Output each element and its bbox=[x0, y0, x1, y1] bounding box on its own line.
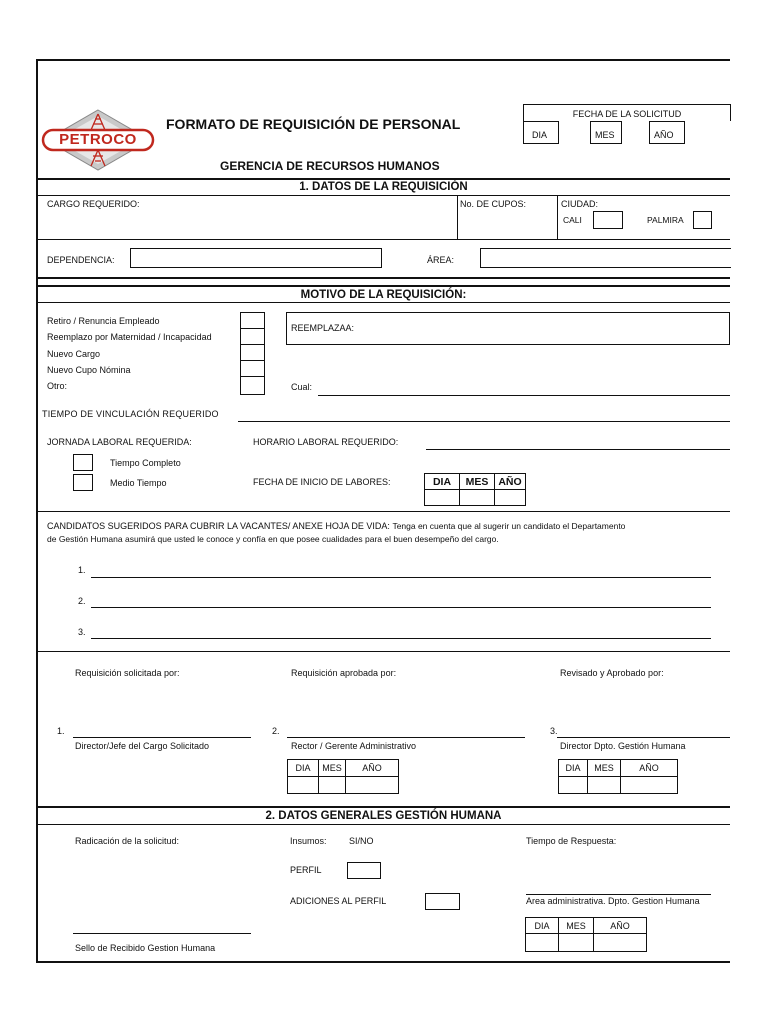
fecha-inicio-year-header: AÑO bbox=[495, 474, 526, 490]
fecha-inicio-month-header: MES bbox=[460, 474, 495, 490]
aprobada-month-header: MES bbox=[319, 760, 346, 777]
candidato-2-number: 2. bbox=[78, 596, 86, 606]
rector-label: Rector / Gerente Administrativo bbox=[291, 741, 417, 751]
frame-top-border bbox=[37, 59, 730, 61]
motivo-option-nuevo-cargo: Nuevo Cargo bbox=[47, 349, 101, 359]
perfil-label: PERFIL bbox=[290, 865, 322, 875]
area-admin-day-header: DIA bbox=[526, 918, 559, 934]
motivo-top-double-line bbox=[37, 277, 730, 279]
candidatos-title bbox=[47, 521, 625, 531]
motivo-option-reemplazo: Reemplazo por Maternidad / Incapacidad bbox=[47, 332, 212, 342]
medio-tiempo-label: Medio Tiempo bbox=[110, 478, 167, 488]
cupos-input[interactable] bbox=[460, 212, 554, 236]
firma-1-number: 1. bbox=[57, 726, 65, 736]
aprobada-date-table bbox=[287, 759, 399, 794]
motivo-option-nuevo-cupo: Nuevo Cupo Nómina bbox=[47, 365, 131, 375]
motivo-title: MOTIVO DE LA REQUISICIÓN: bbox=[37, 285, 730, 303]
solicitada-label: Requisición solicitada por: bbox=[75, 668, 180, 678]
request-date-year-label: AÑO bbox=[654, 130, 674, 140]
firma-3-number: 3. bbox=[550, 726, 558, 736]
motivo-checkbox-reemplazo[interactable] bbox=[240, 328, 265, 345]
revisado-year-header: AÑO bbox=[621, 760, 678, 777]
tiempo-vinculacion-input[interactable] bbox=[238, 421, 730, 422]
candidato-1-number: 1. bbox=[78, 565, 86, 575]
motivo-checkbox-otro[interactable] bbox=[240, 376, 265, 395]
aprobada-label: Requisición aprobada por: bbox=[291, 668, 397, 678]
form-subtitle: GERENCIA DE RECURSOS HUMANOS bbox=[220, 159, 440, 173]
cali-checkbox[interactable] bbox=[593, 211, 623, 229]
request-date-year-input[interactable] bbox=[684, 121, 731, 144]
area-admin-day-input[interactable] bbox=[526, 934, 559, 952]
horario-label: HORARIO LABORAL REQUERIDO: bbox=[253, 437, 399, 447]
ciudad-label: CIUDAD: bbox=[561, 199, 599, 209]
area-input[interactable] bbox=[480, 248, 731, 268]
revisado-month-input[interactable] bbox=[588, 777, 621, 794]
tiempo-respuesta-label: Tiempo de Respuesta: bbox=[526, 836, 617, 846]
tiempo-vinculacion-label: TIEMPO DE VINCULACIÓN REQUERIDO bbox=[42, 409, 219, 419]
form-title: FORMATO DE REQUISICIÓN DE PERSONAL bbox=[166, 116, 461, 132]
fecha-inicio-day-input[interactable] bbox=[425, 490, 460, 506]
motivo-option-retiro: Retiro / Renuncia Empleado bbox=[47, 316, 160, 326]
cali-label: CALI bbox=[563, 215, 582, 225]
logo-text: PETROCO bbox=[59, 131, 137, 148]
candidatos-title-text: CANDIDATOS SUGERIDOS PARA CUBRIR LA VACANTES/ ANEXE HOJA DE VIDA: bbox=[47, 521, 390, 531]
cual-input[interactable] bbox=[318, 395, 730, 396]
sello-label: Sello de Recibido Gestion Humana bbox=[75, 943, 216, 953]
motivo-checkbox-retiro[interactable] bbox=[240, 312, 265, 329]
revisado-date-table bbox=[558, 759, 678, 794]
area-admin-year-input[interactable] bbox=[594, 934, 647, 952]
firmas-top-line bbox=[37, 651, 730, 652]
area-admin-month-input[interactable] bbox=[559, 934, 594, 952]
petroco-logo bbox=[40, 108, 156, 172]
revisado-month-header: MES bbox=[588, 760, 621, 777]
area-admin-label: Area administrativa. Dpto. Gestion Humana bbox=[526, 896, 700, 906]
cargo-input[interactable] bbox=[160, 197, 450, 235]
adiciones-checkbox[interactable] bbox=[425, 893, 460, 910]
tiempo-completo-checkbox[interactable] bbox=[73, 454, 93, 471]
revisado-year-input[interactable] bbox=[621, 777, 678, 794]
adiciones-label: ADICIONES AL PERFIL bbox=[290, 896, 387, 906]
section-1-title: 1. DATOS DE LA REQUISICIÓN bbox=[37, 178, 730, 196]
revisado-day-input[interactable] bbox=[559, 777, 588, 794]
firma-2-line[interactable] bbox=[287, 737, 525, 738]
area-label: ÁREA: bbox=[427, 255, 455, 265]
candidato-2-input[interactable] bbox=[91, 607, 711, 608]
fecha-inicio-table bbox=[424, 473, 526, 506]
director-jefe-label: Director/Jefe del Cargo Solicitado bbox=[75, 741, 210, 751]
tiempo-respuesta-input[interactable] bbox=[526, 894, 711, 895]
jornada-label: JORNADA LABORAL REQUERIDA: bbox=[47, 437, 192, 447]
ciudad-divider bbox=[557, 196, 558, 239]
area-admin-month-header: MES bbox=[559, 918, 594, 934]
horario-input[interactable] bbox=[426, 449, 730, 450]
candidato-1-input[interactable] bbox=[91, 577, 711, 578]
request-date-day-input[interactable] bbox=[558, 121, 591, 144]
section-1-row-divider bbox=[37, 239, 730, 240]
candidatos-note-1: Tenga en cuenta que al sugerir un candidato el Departamento bbox=[392, 521, 626, 531]
motivo-checkbox-nuevo-cargo[interactable] bbox=[240, 344, 265, 361]
revisado-label: Revisado y Aprobado por: bbox=[560, 668, 664, 678]
cargo-label: CARGO REQUERIDO: bbox=[47, 199, 140, 209]
frame-bottom-border bbox=[36, 961, 730, 963]
fecha-inicio-month-input[interactable] bbox=[460, 490, 495, 506]
area-admin-date-table bbox=[525, 917, 647, 952]
area-admin-year-header: AÑO bbox=[594, 918, 647, 934]
fecha-inicio-year-input[interactable] bbox=[495, 490, 526, 506]
aprobada-day-header: DIA bbox=[288, 760, 319, 777]
cupos-divider bbox=[457, 196, 458, 239]
perfil-checkbox[interactable] bbox=[347, 862, 381, 879]
si-no-label: SI/NO bbox=[349, 836, 374, 846]
cual-label: Cual: bbox=[291, 382, 313, 392]
request-date-month-label: MES bbox=[595, 130, 615, 140]
fecha-inicio-day-header: DIA bbox=[425, 474, 460, 490]
motivo-option-otro: Otro: bbox=[47, 381, 68, 391]
insumos-label: Insumos: bbox=[290, 836, 327, 846]
candidatos-note-2: de Gestión Humana asumirá que usted le conoce y confía en que posee cualidades para el buen desempeño del cargo. bbox=[47, 534, 499, 544]
aprobada-day-input[interactable] bbox=[288, 777, 319, 794]
sello-line[interactable] bbox=[73, 933, 251, 934]
palmira-label: PALMIRA bbox=[647, 215, 684, 225]
dependencia-input[interactable] bbox=[130, 248, 382, 268]
aprobada-year-header: AÑO bbox=[346, 760, 399, 777]
tiempo-completo-label: Tiempo Completo bbox=[110, 458, 181, 468]
reemplaza-label: REEMPLAZAA: bbox=[291, 323, 355, 333]
request-date-label: FECHA DE LA SOLICITUD bbox=[572, 109, 682, 119]
revisado-day-header: DIA bbox=[559, 760, 588, 777]
aprobada-year-input[interactable] bbox=[346, 777, 399, 794]
request-date-day-label: DIA bbox=[532, 130, 548, 140]
fecha-inicio-label: FECHA DE INICIO DE LABORES: bbox=[253, 477, 391, 487]
section-2-title: 2. DATOS GENERALES GESTIÓN HUMANA bbox=[37, 806, 730, 825]
candidatos-top-line bbox=[37, 511, 730, 512]
firma-3-line[interactable] bbox=[557, 737, 730, 738]
candidato-3-number: 3. bbox=[78, 627, 86, 637]
medio-tiempo-checkbox[interactable] bbox=[73, 474, 93, 491]
radicacion-label: Radicación de la solicitud: bbox=[75, 836, 180, 846]
request-date-month-input[interactable] bbox=[621, 121, 650, 144]
firma-2-number: 2. bbox=[272, 726, 280, 736]
candidato-3-input[interactable] bbox=[91, 638, 711, 639]
motivo-checkbox-nuevo-cupo[interactable] bbox=[240, 360, 265, 377]
dependencia-label: DEPENDENCIA: bbox=[47, 255, 115, 265]
aprobada-month-input[interactable] bbox=[319, 777, 346, 794]
palmira-checkbox[interactable] bbox=[693, 211, 712, 229]
director-gh-label: Director Dpto. Gestión Humana bbox=[560, 741, 686, 751]
cupos-label: No. DE CUPOS: bbox=[460, 199, 527, 209]
firma-1-line[interactable] bbox=[73, 737, 251, 738]
